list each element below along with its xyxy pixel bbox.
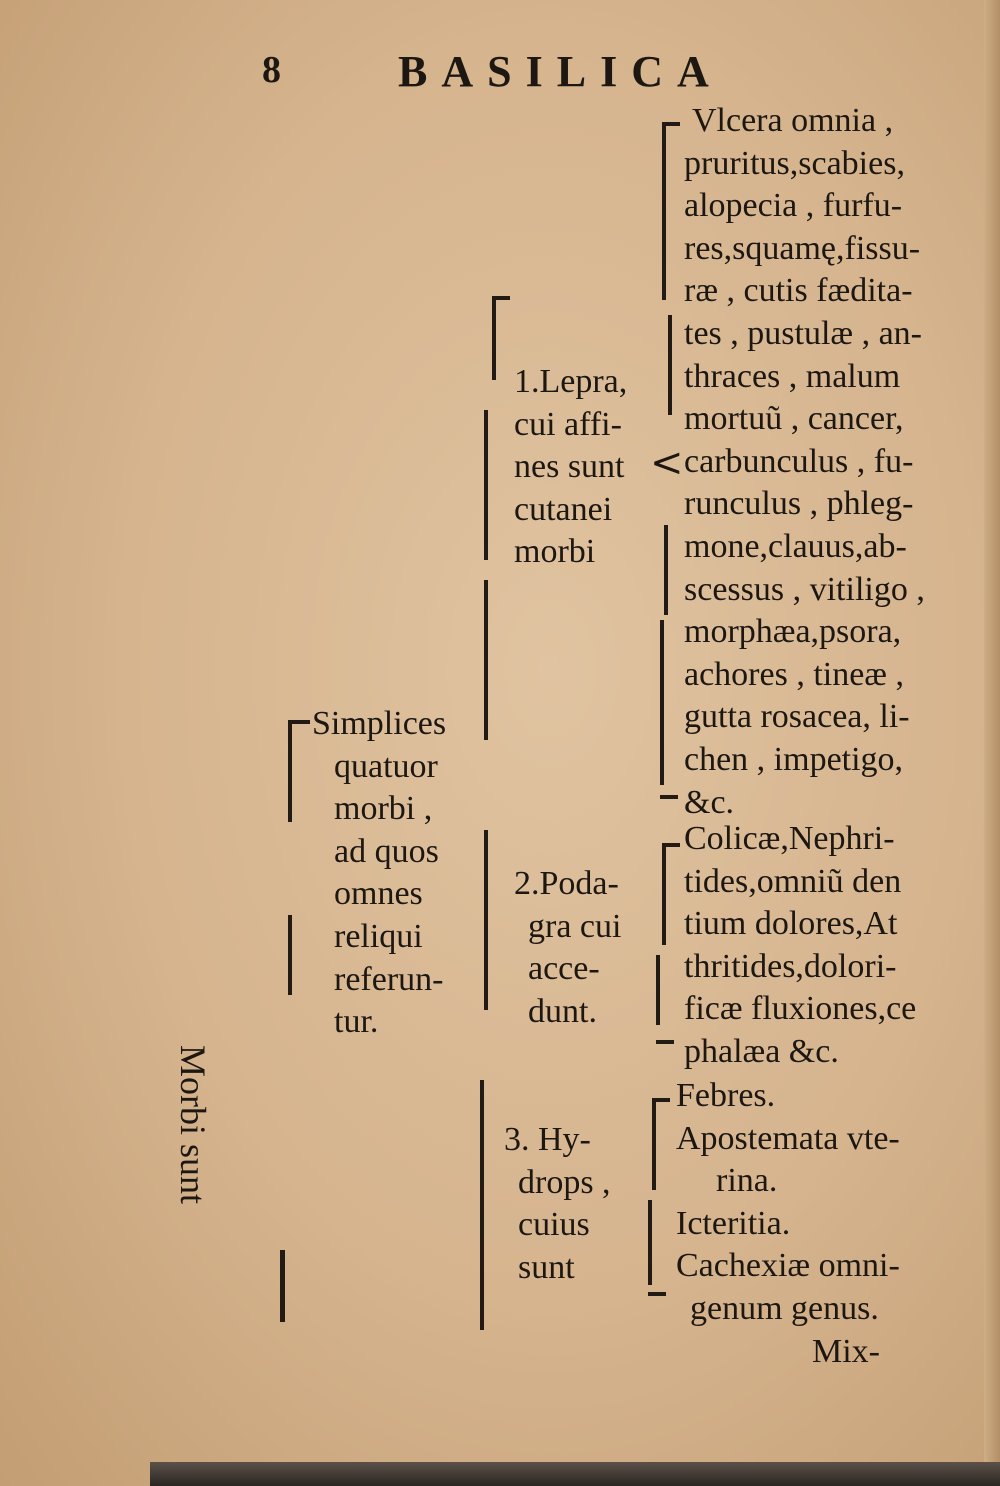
bracket-rule: [662, 122, 680, 126]
group-2-items: Colicæ,Nephri- tides,omniũ den tium dolores,At thritides,dolori- ficæ fluxiones,ce phalæa &c.: [684, 820, 917, 1070]
bracket-rule: [648, 1292, 666, 1296]
page-edge: [984, 0, 1000, 1486]
page-number: 8: [262, 49, 281, 91]
bracket-rule: [492, 296, 510, 300]
bracket-rule: [480, 1080, 484, 1330]
bracket-rule: [662, 845, 666, 945]
group-3-items: Febres. Apostemata vte- rina. Icteritia. Cachexiæ omni- genum genus. Mix-: [676, 1077, 900, 1370]
bracket-rule: [662, 125, 666, 300]
bracket-rule: [656, 955, 660, 1025]
group-2-label: 2.Poda- gra cui acce- dunt.: [514, 865, 622, 1030]
bracket-rule: [484, 580, 488, 740]
bracket-rule: [648, 1200, 652, 1285]
group-1-label: 1.Lepra, cui affi- nes sunt cutanei morbi: [514, 363, 628, 571]
bracket-rule: [288, 722, 292, 822]
bracket-rule: [484, 410, 488, 560]
running-title: BASILICA: [398, 47, 723, 96]
bracket-rule: [668, 315, 672, 415]
bracket-rule: [288, 915, 292, 995]
brace-point: <: [650, 440, 684, 486]
bracket-rule: [652, 1098, 670, 1102]
bracket-rule: [280, 1250, 285, 1322]
bracket-rule: [652, 1100, 656, 1190]
bracket-rule: [492, 300, 496, 380]
vertical-label: Morbi sunt: [173, 1045, 213, 1205]
bracket-rule: [288, 720, 310, 724]
bracket-rule: [660, 620, 664, 785]
group-1-items: Vlcera omnia , pruritus,scabies, alopecia , furfu- res,squamę,fissu- ræ , cutis fædita- tes , pustulæ , an- thraces , malum mortuũ , cancer, carbunculus , fu- runculus , phleg- mone,clauus,ab- scessus , vitiligo , morphæa,psora, achores , tineæ , gutta rosacea, li- chen , impetigo, &c.: [684, 102, 925, 821]
page-bottom-edge: [150, 1462, 1000, 1486]
group-3-label: 3. Hy- drops , cuius sunt: [504, 1121, 611, 1286]
bracket-rule: [484, 830, 488, 1010]
bracket-rule: [664, 525, 668, 615]
simplices-text: Simplices quatuor morbi , ad quos omnes reliqui referun- tur.: [312, 705, 447, 1041]
bracket-rule: [660, 795, 678, 799]
bracket-rule: [656, 1040, 674, 1044]
bracket-rule: [662, 843, 680, 847]
